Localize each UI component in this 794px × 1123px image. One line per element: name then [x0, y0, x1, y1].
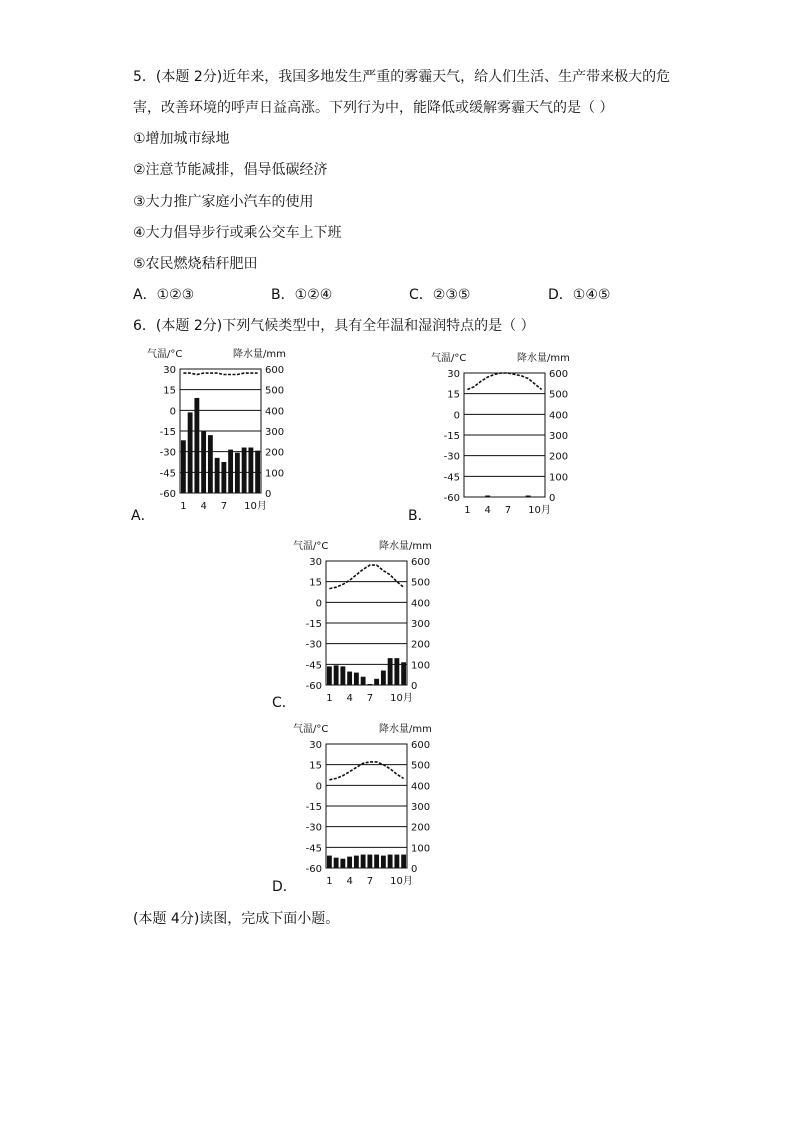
- precipitation-bar: [361, 855, 366, 868]
- temperature-tick-label: -60: [443, 493, 460, 504]
- temperature-tick-label: 0: [453, 410, 460, 422]
- month-tick-label: 7: [220, 501, 228, 512]
- temperature-tick-label: -60: [305, 681, 322, 692]
- q5-item-3: ③大力推广家庭小汽车的使用: [133, 194, 314, 210]
- precipitation-bar: [354, 856, 359, 868]
- month-tick-label: 10月: [244, 501, 267, 512]
- precipitation-axis-title: 降水量/mm: [233, 349, 286, 360]
- precipitation-tick-label: 200: [411, 639, 431, 651]
- precipitation-bar: [221, 462, 226, 493]
- temperature-curve: [467, 373, 541, 390]
- temperature-axis-title: 气温/°C: [293, 541, 329, 552]
- precipitation-tick-label: 0: [411, 864, 418, 875]
- month-tick-label: 10月: [390, 693, 413, 704]
- month-tick-label: 10月: [390, 876, 413, 887]
- temperature-tick-label: -15: [443, 431, 460, 442]
- next-question-stem: (本题 4分)读图，完成下面小题。: [133, 911, 340, 927]
- precipitation-tick-label: 300: [411, 619, 431, 630]
- precipitation-axis-title: 降水量/mm: [517, 353, 570, 364]
- temperature-tick-label: 15: [447, 389, 460, 401]
- temperature-axis-title: 气温/°C: [431, 353, 467, 364]
- precipitation-bar: [388, 855, 393, 868]
- precipitation-axis-title: 降水量/mm: [379, 724, 432, 735]
- temperature-curve: [329, 565, 403, 589]
- precipitation-bar: [401, 662, 406, 685]
- precipitation-bar: [242, 448, 247, 493]
- precipitation-tick-label: 500: [411, 760, 431, 772]
- precipitation-tick-label: 400: [411, 598, 431, 610]
- precipitation-tick-label: 600: [549, 369, 569, 380]
- precipitation-bar: [181, 440, 186, 493]
- month-tick-label: 7: [366, 876, 374, 887]
- q5-stem-line2: 害，改善环境的呼声日益高涨。下列行为中，能降低或缓解雾霾天气的是（ ）: [133, 100, 614, 116]
- q5-item-1: ①增加城市绿地: [133, 131, 230, 147]
- temperature-curve: [183, 373, 257, 374]
- month-tick-label: 4: [346, 876, 353, 887]
- precipitation-tick-label: 400: [411, 781, 431, 793]
- temperature-tick-label: 15: [309, 760, 322, 772]
- precipitation-tick-label: 200: [411, 822, 431, 834]
- q5-item-5: ⑤农民燃烧秸秆肥田: [133, 256, 258, 272]
- temperature-tick-label: -45: [305, 843, 322, 855]
- month-tick-label: 1: [326, 693, 333, 704]
- temperature-tick-label: -15: [305, 802, 322, 813]
- month-tick-label: 7: [366, 693, 374, 704]
- climate-chart-svg: [145, 345, 290, 515]
- precipitation-bar: [374, 855, 379, 868]
- precipitation-bar: [340, 859, 345, 868]
- temperature-tick-label: 30: [447, 369, 460, 380]
- chart-c-option-label[interactable]: C．: [272, 695, 296, 711]
- precipitation-bar: [208, 435, 213, 493]
- q5-stem-line1: 5．(本题 2分)近年来，我国多地发生严重的雾霾天气，给人们生活、生产带来极大的危: [133, 69, 671, 85]
- climate-chart-d[interactable]: [291, 720, 436, 894]
- precipitation-bar: [347, 672, 352, 685]
- q5-option-d[interactable]: D．①④⑤: [548, 287, 611, 303]
- month-tick-label: 4: [346, 693, 353, 704]
- precipitation-tick-label: 600: [265, 365, 285, 376]
- temperature-tick-label: 0: [315, 598, 322, 610]
- precipitation-bar: [334, 858, 339, 868]
- climate-chart-c[interactable]: [291, 537, 436, 711]
- precipitation-tick-label: 500: [411, 577, 431, 589]
- temperature-tick-label: -45: [305, 660, 322, 672]
- temperature-tick-label: -15: [305, 619, 322, 630]
- temperature-tick-label: 0: [169, 406, 176, 418]
- precipitation-bar: [388, 658, 393, 685]
- precipitation-tick-label: 200: [549, 451, 569, 463]
- precipitation-bar: [526, 496, 531, 498]
- temperature-tick-label: 30: [163, 365, 176, 376]
- precipitation-bar: [248, 448, 253, 493]
- precipitation-bar: [327, 856, 332, 868]
- precipitation-bar: [394, 855, 399, 868]
- climate-chart-svg: [291, 720, 436, 890]
- q5-option-a[interactable]: A．①②③: [133, 287, 195, 303]
- month-tick-label: 4: [484, 505, 491, 516]
- precipitation-bar: [354, 673, 359, 685]
- month-tick-label: 7: [504, 505, 512, 516]
- precipitation-tick-label: 300: [549, 431, 569, 442]
- temperature-tick-label: -60: [159, 489, 176, 500]
- temperature-tick-label: 30: [309, 557, 322, 568]
- precipitation-bar: [201, 431, 206, 493]
- temperature-tick-label: 15: [309, 577, 322, 589]
- precipitation-tick-label: 400: [549, 410, 569, 422]
- temperature-tick-label: -15: [159, 427, 176, 438]
- precipitation-bar: [188, 412, 193, 493]
- precipitation-bar: [255, 451, 260, 493]
- temperature-tick-label: -45: [159, 468, 176, 480]
- q5-item-4: ④大力倡导步行或乘公交车上下班: [133, 225, 342, 241]
- temperature-tick-label: -30: [159, 447, 176, 459]
- precipitation-tick-label: 600: [411, 557, 431, 568]
- precipitation-tick-label: 100: [411, 843, 431, 855]
- temperature-tick-label: 0: [315, 781, 322, 793]
- climate-chart-b[interactable]: [429, 349, 574, 523]
- precipitation-bar: [367, 684, 372, 685]
- chart-d-option-label[interactable]: D．: [272, 879, 297, 895]
- month-tick-label: 1: [180, 501, 187, 512]
- precipitation-bar: [228, 450, 233, 493]
- q5-option-b[interactable]: B．①②④: [271, 287, 333, 303]
- month-tick-label: 10月: [528, 505, 551, 516]
- chart-a-option-label[interactable]: A．: [131, 508, 155, 524]
- precipitation-bar: [485, 496, 490, 498]
- precipitation-tick-label: 400: [265, 406, 285, 418]
- month-tick-label: 1: [464, 505, 471, 516]
- precipitation-bar: [334, 665, 339, 685]
- temperature-tick-label: -60: [305, 864, 322, 875]
- precipitation-tick-label: 200: [265, 447, 285, 459]
- precipitation-bar: [401, 855, 406, 868]
- precipitation-bar: [215, 458, 220, 493]
- temperature-tick-label: -30: [305, 822, 322, 834]
- temperature-tick-label: -30: [443, 451, 460, 463]
- precipitation-axis-title: 降水量/mm: [379, 541, 432, 552]
- q5-item-2: ②注意节能减排，倡导低碳经济: [133, 162, 328, 178]
- precipitation-bar: [381, 671, 386, 685]
- climate-chart-a[interactable]: [145, 345, 290, 519]
- climate-chart-svg: [291, 537, 436, 707]
- precipitation-tick-label: 300: [265, 427, 285, 438]
- precipitation-bar: [327, 666, 332, 685]
- precipitation-tick-label: 0: [265, 489, 272, 500]
- chart-b-option-label[interactable]: B．: [408, 508, 432, 524]
- temperature-tick-label: 30: [309, 740, 322, 751]
- precipitation-tick-label: 300: [411, 802, 431, 813]
- climate-chart-svg: [429, 349, 574, 519]
- precipitation-bar: [394, 658, 399, 685]
- precipitation-bar: [347, 857, 352, 868]
- precipitation-bar: [361, 677, 366, 685]
- precipitation-tick-label: 100: [265, 468, 285, 480]
- precipitation-bar: [374, 679, 379, 685]
- q5-option-c[interactable]: C．②③⑤: [409, 287, 471, 303]
- month-tick-label: 1: [326, 876, 333, 887]
- precipitation-bar: [194, 398, 199, 493]
- precipitation-tick-label: 600: [411, 740, 431, 751]
- month-tick-label: 4: [200, 501, 207, 512]
- q6-stem: 6．(本题 2分)下列气候类型中，具有全年温和湿润特点的是（ ）: [133, 318, 535, 334]
- temperature-tick-label: -45: [443, 472, 460, 484]
- precipitation-tick-label: 500: [549, 389, 569, 401]
- temperature-tick-label: 15: [163, 385, 176, 397]
- temperature-axis-title: 气温/°C: [293, 724, 329, 735]
- temperature-axis-title: 气温/°C: [147, 349, 183, 360]
- precipitation-tick-label: 500: [265, 385, 285, 397]
- precipitation-bar: [381, 856, 386, 868]
- precipitation-bar: [235, 453, 240, 493]
- temperature-tick-label: -30: [305, 639, 322, 651]
- precipitation-tick-label: 0: [549, 493, 556, 504]
- precipitation-tick-label: 0: [411, 681, 418, 692]
- precipitation-bar: [340, 666, 345, 685]
- precipitation-tick-label: 100: [411, 660, 431, 672]
- precipitation-bar: [367, 855, 372, 868]
- precipitation-tick-label: 100: [549, 472, 569, 484]
